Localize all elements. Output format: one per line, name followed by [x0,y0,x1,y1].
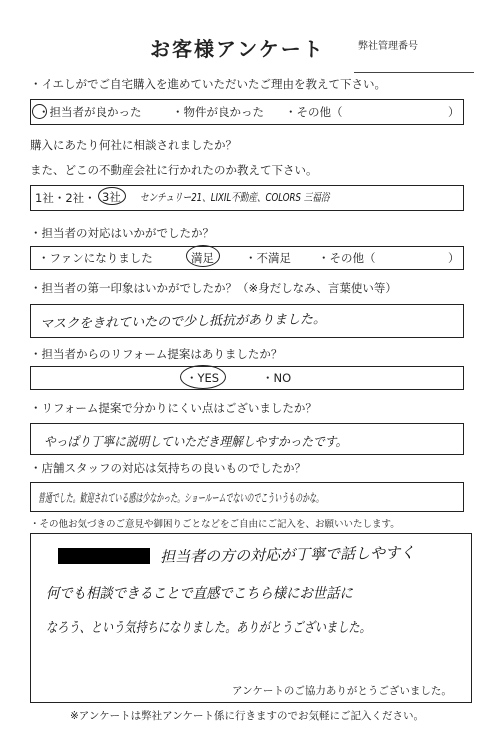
handwritten-comment-line-3: なろう、という気持ちになりました。ありがとうございました。 [46,620,371,636]
option-company-count: 1社・2社・ [35,191,96,205]
handwritten-first-impression: マスクをきれていたので少し抵抗がありました。 [39,312,327,332]
option-staff: ・担当者が良かった [38,105,142,119]
question-reform-proposal: ・担当者からのリフォーム提案はありましたか？ [30,347,283,361]
option-no: ・NO [262,371,292,385]
handwritten-comment-line-2: 何でも相談できることで直感でこちら様にお世話に [46,586,353,602]
option-satisfied: 満足 [191,251,214,265]
option-property: ・物件が良かった [172,105,264,119]
option-response-other-close: ） [448,251,460,265]
option-response-other: ・その他（ [318,251,376,265]
handwritten-comment-line-1: 担当者の方の対応が丁寧で話しやすく [159,543,416,566]
option-dissatisfied: ・不満足 [245,251,291,265]
question-consulted-count: 購入にあたり何社に相談されましたか？ [30,138,237,152]
management-number-field [354,50,474,73]
page-title: お客様アンケート [150,37,325,61]
question-other-comments: ・その他お気づきのご意見や御困りごとなどをご自由にご記入を、お願いいたします。 [30,519,400,530]
handwritten-store-staff: 普通でした。歓迎されている感は少なかった。ショールームでないのでこういうものかな。 [38,491,324,505]
thanks-message: アンケートのご協力ありがとうございました。 [232,685,452,697]
option-fan: ・ファンになりました [38,251,153,265]
footer-note: ※アンケートは弊社アンケート係に行きますのでお気軽にご記入ください。 [70,710,425,722]
option-yes: ・YES [186,371,220,385]
handwritten-reform-unclear: やっぱり丁寧に説明していただき理解しやすかったです。 [44,435,348,450]
option-other: ・その他（ [285,105,343,119]
option-3sha: 3社 [102,190,121,204]
question-reason: ・イエしがでご自宅購入を進めていただいたご理由を教えて下さい。 [30,77,387,91]
handwritten-companies: センチュリー21、LIXIL不動産、COLORS 三福浴 [140,191,330,204]
question-store-staff: ・店舗スタッフの対応は気持ちの良いものでしたか？ [30,461,306,475]
option-other-close: ） [448,105,460,119]
management-number-label: 弊社管理番号 [358,41,418,52]
redacted-name [58,548,150,564]
question-reform-unclear: ・リフォーム提案で分かりにくい点はございましたか？ [30,401,317,415]
question-which-companies: また、どこの不動産会社に行かれたのか教えて下さい。 [30,163,318,177]
question-first-impression: ・担当者の第一印象はいかがでしたか？（※身だしなみ、言葉使い等） [30,281,397,295]
question-staff-response: ・担当者の対応はいかがでしたか？ [30,226,214,240]
answer-box-reform-proposal [30,366,464,390]
